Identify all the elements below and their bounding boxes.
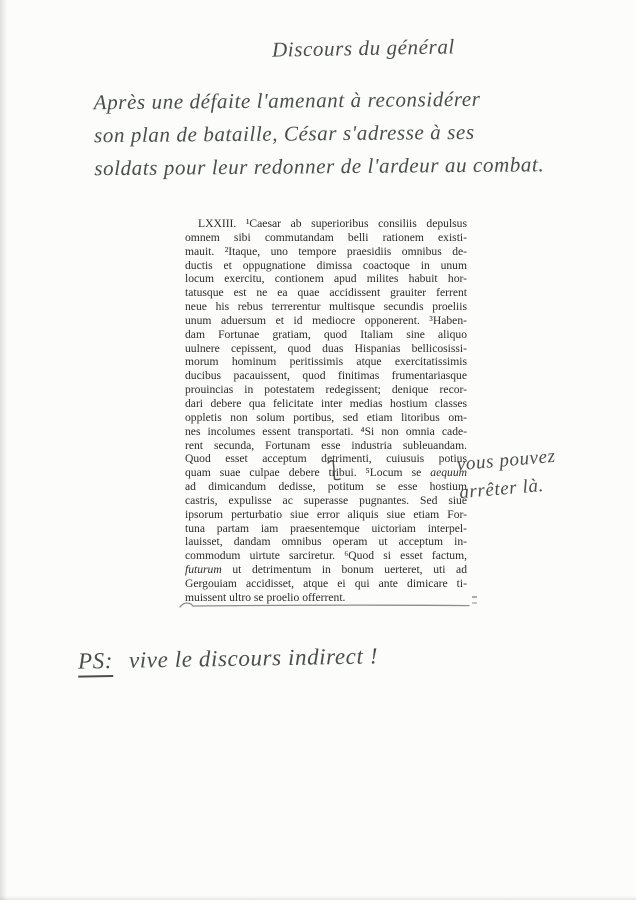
text-line: unum aduersum et id mediocre opponerent. ³Haben- [185,313,467,327]
text-line: Gergouiam accidisset, atque ei qui ante dimicare ti- [185,576,467,590]
text-line: son plan de bataille, César s'adresse à ses [93,119,475,148]
text-line: ipsorum perturbatio siue error aliquis siue etiam For- [185,507,467,521]
text-line: mauit. ²Itaque, uno tempore praesidiis omnibus de- [185,244,467,258]
text-line: rent secunda, Fortunam esse industria subleuandam. [185,438,467,452]
text-line: futurum ut detrimentum in bonum uerteret, uti ad [185,563,467,577]
text-line: nes incolumes essent transportati. ⁴Si non omnia cade- [185,424,467,438]
text-line: ad dimicandum dedisse, potitum se esse hostium [185,480,467,494]
text-line: quam suae culpae debere tribui. ⁵Locum se aequum [185,466,467,480]
scan-artifact [472,596,477,604]
text-line: LXXIII. ¹Caesar ab superioribus consiliis depulsus [198,217,467,230]
text-line: muissent ultro se proelio offerrent. [185,590,346,604]
margin-note [456,443,559,507]
text-line: lauisset, dandam omnibus operam ut acceptum in- [185,535,467,549]
handwritten-intro [94,82,605,185]
text-line: morum hominum peritissimis atque exercitatissimis [185,355,467,369]
handwritten-bracket-icon [327,459,341,488]
text-line: ducibus pacauissent, quod finitimas frumentariasque [185,369,467,383]
text-line: neue his rebus terrerentur multisque secundis proeliis [185,300,467,314]
pencil-underline [179,597,471,615]
text-line: oppletis non solum portibus, sed etiam litoribus om- [185,410,467,424]
ps-text: vive le discours indirect ! [128,643,379,673]
ps-label: PS: [78,648,114,678]
text-line: ductis et oppugnatione dimissa coactoque in unum [185,258,467,272]
ps-line [78,643,379,677]
text-line: tatusque est ne ea quae accidissent grauiter ferrent [185,286,467,300]
text-line: locum exercitu, contionem apud milites habuit hor- [185,272,467,286]
text-line: Quod esset acceptum detrimenti, cuiusuis potius [185,452,467,466]
text-line: dari debere qua felicitate inter medias hostium classes [185,396,467,410]
text-line: prouincias in potestatem redegissent; denique recor- [185,383,467,397]
text-line: Après une défaite l'amenant à reconsidérer [93,86,481,115]
text-line: vous pouvez [456,445,557,476]
text-line: commodum uirtute sarciretur. ⁶Quod si esset factum, [185,549,467,563]
page-title: Discours du général [271,34,456,62]
text-line: omnem sibi commutandam belli rationem existi- [185,230,467,244]
text-line: arrêter là. [458,474,545,504]
text-line: tuna partam iam praesentemque uictoriam interpel- [185,521,467,535]
text-line: soldats pour leur redonner de l'ardeur au combat. [94,152,545,181]
text-line: castris, expulisse ac superasse pugnantes. Sed siue [185,493,467,507]
text-line: uulnere cepissent, quod duas Hispanias bellicosissi- [185,341,467,355]
latin-text-block [185,217,467,605]
text-line: dam Fortunae gratiam, quod Italiam sine aliquo [185,327,467,341]
